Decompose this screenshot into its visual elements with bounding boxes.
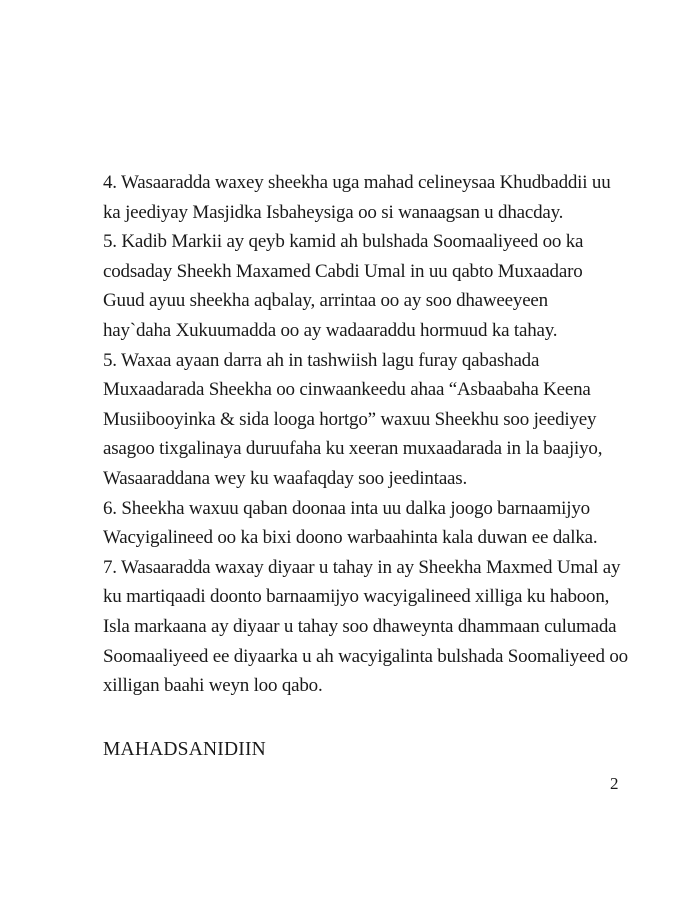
text-line: 6. Sheekha waxuu qaban doonaa inta uu dalka joogo barnaamijyo <box>103 497 590 519</box>
text-line: Isla markaana ay diyaar u tahay soo dhaweynta dhammaan culumada <box>103 615 617 637</box>
text-line: Wasaaraddana wey ku waafaqday soo jeedintaas. <box>103 467 468 489</box>
text-line: asagoo tixgalinaya duruufaha ku xeeran muxaadarada in la baajiyo, <box>103 438 603 460</box>
text-line: xilligan baahi weyn loo qabo. <box>103 675 323 697</box>
text-line: Wacyigalineed oo ka bixi doono warbaahinta kala duwan ee dalka. <box>103 527 598 549</box>
text-line: 5. Kadib Markii ay qeyb kamid ah bulshada Soomaaliyeed oo ka <box>103 231 584 253</box>
text-line: 5. Waxaa ayaan darra ah in tashwiish lagu furay qabashada <box>103 349 540 371</box>
text-line: 4. Wasaaradda waxey sheekha uga mahad celineysaa Khudbaddii uu <box>103 172 611 193</box>
text-line: ku martiqaadi doonto barnaamijyo wacyigalineed xilliga ku haboon, <box>103 586 610 608</box>
page-number: 2 <box>610 774 619 793</box>
text-line: Guud ayuu sheekha aqbalay, arrintaa oo ay soo dhaweeyeen <box>103 290 548 312</box>
text-line: 7. Wasaaradda waxay diyaar u tahay in ay Sheekha Maxmed Umal ay <box>103 556 621 578</box>
text-line: Soomaaliyeed ee diyaarka u ah wacyigalinta bulshada Soomaliyeed oo <box>103 645 628 667</box>
text-line: hay`daha Xukuumadda oo ay wadaaraddu hormuud ka tahay. <box>103 319 558 341</box>
text-line: Musiibooyinka & sida looga hortgo” waxuu Sheekhu soo jeediyey <box>103 408 597 430</box>
body-text-block <box>103 168 643 764</box>
closing-text: MAHADSANIDIIN <box>103 738 266 760</box>
text-line: Muxaadarada Sheekha oo cinwaankeedu ahaa “Asbaabaha Keena <box>103 379 591 401</box>
text-line: ka jeediyay Masjidka Isbaheysiga oo si wanaagsan u dhacday. <box>103 201 564 223</box>
text-line: codsaday Sheekh Maxamed Cabdi Umal in uu qabto Muxaadaro <box>103 260 583 282</box>
